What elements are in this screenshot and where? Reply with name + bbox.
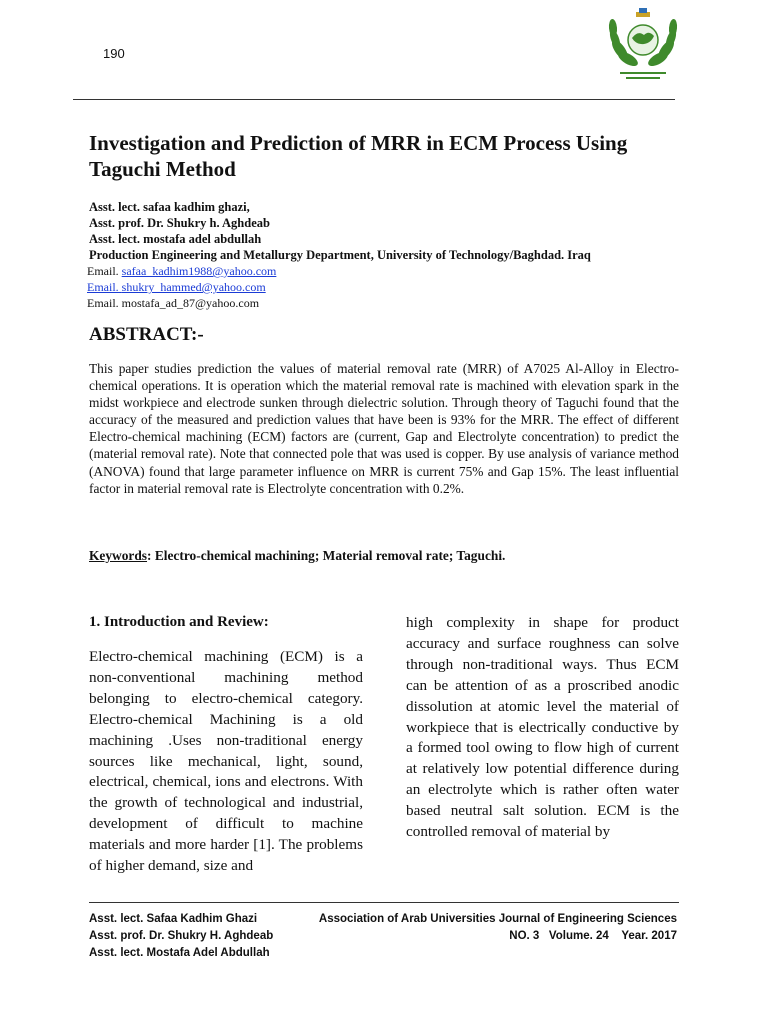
intro-column-right: high complexity in shape for product accuracy and surface roughness can solve through non-traditional ways. Thus ECM can be attention of as a proscribed anodic dissolution at atomic level the material of workpiece that is electrically conductive by a formed tool owing to flow high of current at relatively low potential difference during an electrolyte which is rather often water based neutral salt solution. ECM is the controlled removal of material by — [406, 614, 679, 841]
footer-journal-name: Association of Arab Universities Journal of Engineering Sciences — [318, 913, 677, 925]
email-line-3 — [87, 295, 259, 311]
header-rule — [73, 99, 675, 100]
email-link-2[interactable]: shukry_hammed@yahoo.com — [121, 280, 266, 294]
author-3: Asst. lect. mostafa adel abdullah — [89, 232, 262, 246]
footer-issue: NO. 3 Volume. 24 Year. 2017 — [509, 930, 677, 942]
footer-author-3: Asst. lect. Mostafa Adel Abdullah — [89, 947, 270, 959]
email-line-2 — [87, 279, 266, 295]
email-label: Email. — [87, 296, 122, 310]
paper-title: Investigation and Prediction of MRR in ECM Process Using Taguchi Method — [89, 131, 628, 181]
email-label: Email. — [87, 264, 122, 278]
author-1: Asst. lect. safaa kadhim ghazi, — [89, 200, 250, 214]
intro-column-left: Electro-chemical machining (ECM) is a non-conventional machining method belonging to electro-chemical category. Electro-chemical Machining is a old machining .Uses non-traditional energy sources like mechanical, light, sound, electrical, chemical, ions and electrons. With the growth of technological and industrial, development of difficult to machine materials and more harder [1]. The problems of higher demand, size and — [89, 648, 363, 875]
email-label: Email. — [87, 280, 122, 294]
email-text-3: mostafa_ad_87@yahoo.com — [121, 296, 260, 310]
email-line-1 — [87, 263, 276, 279]
keywords-label: Keywords — [89, 548, 148, 563]
footer-author-1: Asst. lect. Safaa Kadhim Ghazi — [89, 913, 258, 925]
section-heading: 1. Introduction and Review: — [89, 614, 269, 630]
abstract-heading: ABSTRACT:- — [89, 324, 204, 345]
author-2: Asst. prof. Dr. Shukry h. Aghdeab — [89, 216, 270, 230]
keywords-line — [89, 548, 505, 564]
footer-author-2: Asst. prof. Dr. Shukry H. Aghdeab — [89, 930, 274, 942]
email-link-1[interactable]: safaa_kadhim1988@yahoo.com — [121, 264, 277, 278]
keywords-text: : Electro-chemical machining; Material removal rate; Taguchi. — [147, 548, 506, 563]
affiliation: Production Engineering and Metallurgy Department, University of Technology/Baghdad. Iraq — [89, 248, 591, 262]
footer-journal — [319, 911, 677, 945]
page-number: 190 — [103, 46, 125, 61]
abstract-body: This paper studies prediction the values of material removal rate (MRR) of A7025 Al-Alloy in Electro-chemical operations. It is operation which the material removal rate is machined with elevation spark in the midst workpiece and electrode sunken through dielectric solution. Through theory of Taguchi found that the accuracy of the measured and prediction values that have been is 93% for the MRR. The effect of different Electro-chemical machining (ECM) factors are (current, Gap and Electrolyte concentration) to predict the (material removal rate). Note that connected pole that was used is copper. By use analysis of variance method (ANOVA) found that large parameter influence on MRR is current 75% and Gap 15%. The least influential factor in material removal rate is Electrolyte concentration with 0.2%. — [89, 361, 679, 496]
footer-authors — [89, 911, 273, 962]
journal-logo — [598, 6, 688, 86]
footer-rule — [89, 902, 679, 903]
